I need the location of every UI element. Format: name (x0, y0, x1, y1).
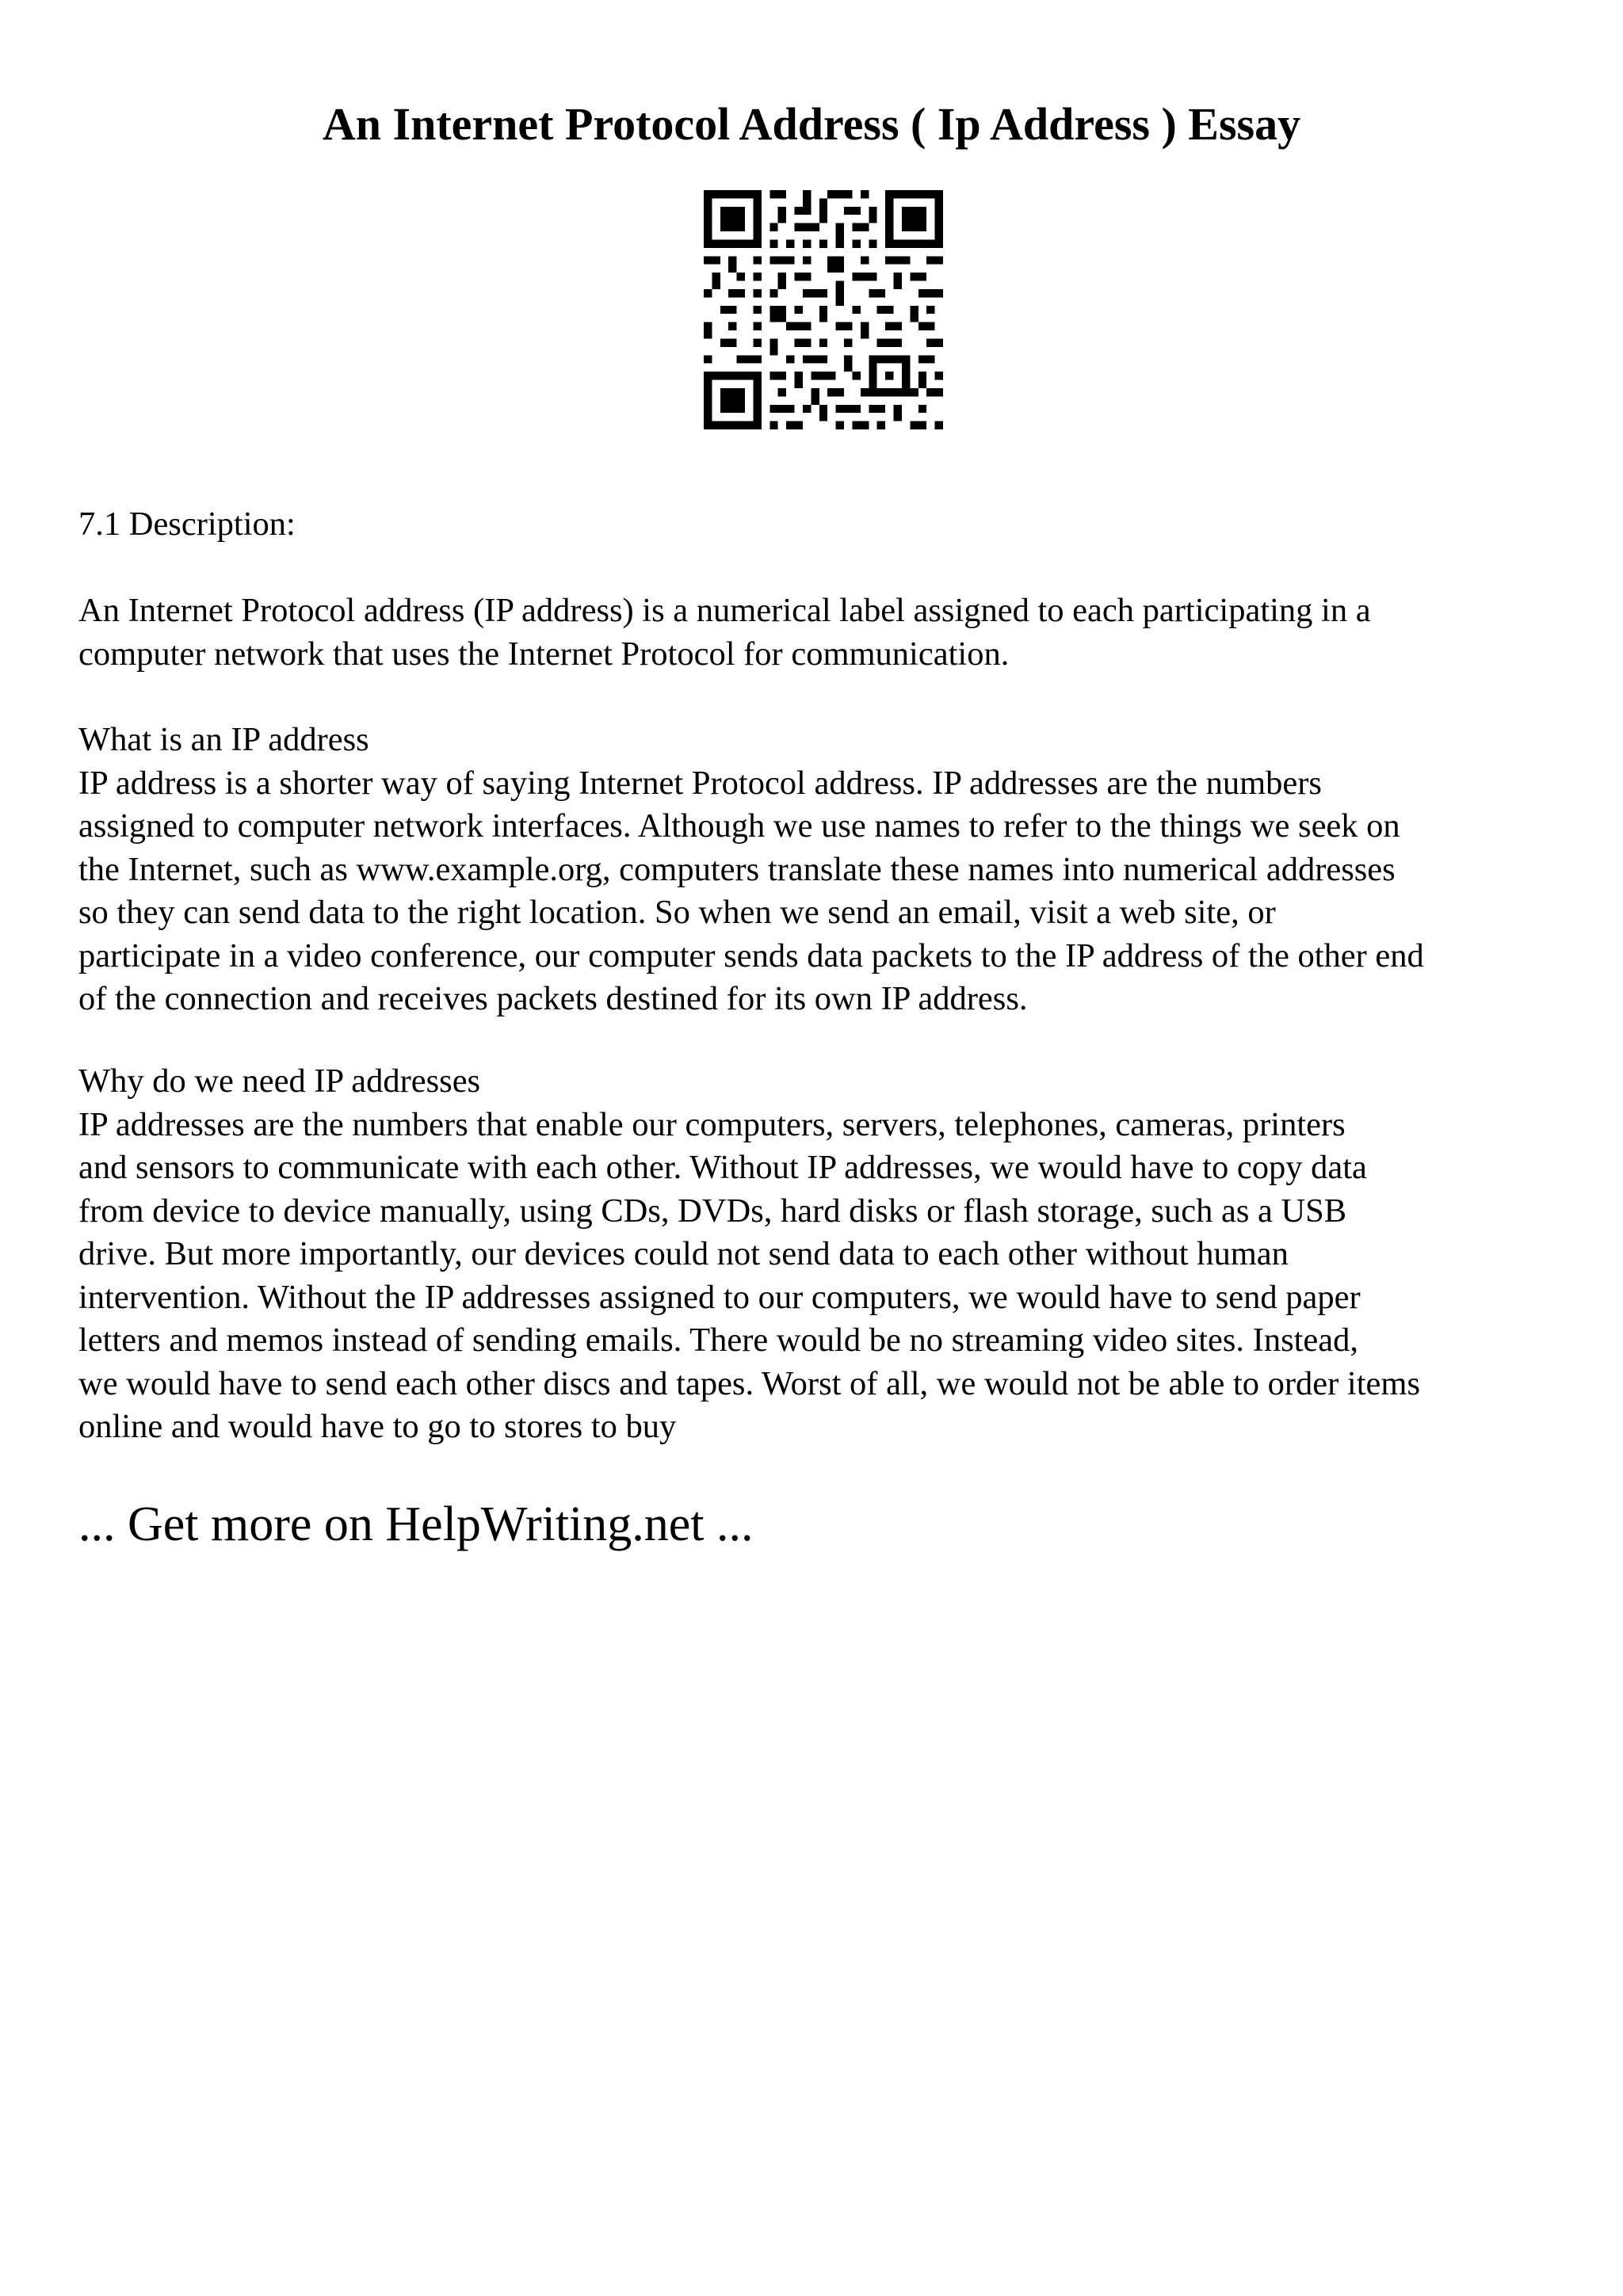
document-title: An Internet Protocol Address ( Ip Address ) Essay (322, 98, 1301, 150)
paragraph-line: assigned to computer network interfaces. Although we use names to refer to the things we seek on (78, 807, 1400, 845)
section-heading-text: 7.1 Description: (78, 505, 296, 543)
why-section (78, 1060, 1568, 1449)
paragraph-line: online and would have to go to stores to buy (78, 1408, 677, 1445)
paragraph-line: drive. But more importantly, our devices could not send data to each other without human (78, 1235, 1289, 1272)
intro-paragraph (78, 589, 1568, 676)
paragraph-line: we would have to send each other discs and tapes. Worst of all, we would not be able to order items (78, 1364, 1420, 1402)
paragraph-line: intervention. Without the IP addresses assigned to our computers, we would have to send paper (78, 1278, 1361, 1316)
paragraph-line: An Internet Protocol address (IP address) is a numerical label assigned to each participating in a (78, 592, 1371, 629)
qr-code-icon (704, 190, 943, 429)
what-section (78, 719, 1568, 1021)
what-heading: What is an IP address (78, 721, 369, 758)
paragraph-line: and sensors to communicate with each other. Without IP addresses, we would have to copy data (78, 1149, 1367, 1186)
get-more-link[interactable]: ... Get more on HelpWriting.net ... (78, 1497, 754, 1551)
paragraph-line: participate in a video conference, our computer sends data packets to the IP address of the other end (78, 936, 1424, 974)
paragraph-line: of the connection and receives packets destined for its own IP address. (78, 980, 1028, 1017)
paragraph-line: IP addresses are the numbers that enable our computers, servers, telephones, cameras, printers (78, 1105, 1346, 1143)
paragraph-line: from device to device manually, using CDs, DVDs, hard disks or flash storage, such as a USB (78, 1192, 1347, 1230)
paragraph-line: the Internet, such as www.example.org, computers translate these names into numerical addresses (78, 850, 1396, 888)
section-heading (78, 503, 1568, 547)
why-heading: Why do we need IP addresses (78, 1062, 481, 1100)
paragraph-line: IP address is a shorter way of saying Internet Protocol address. IP addresses are the numbers (78, 764, 1322, 802)
paragraph-line: so they can send data to the right location. So when we send an email, visit a web site, or (78, 894, 1276, 931)
paragraph-line: letters and memos instead of sending emails. There would be no streaming video sites. Instead, (78, 1322, 1359, 1359)
paragraph-line: computer network that uses the Internet Protocol for communication. (78, 635, 1010, 673)
